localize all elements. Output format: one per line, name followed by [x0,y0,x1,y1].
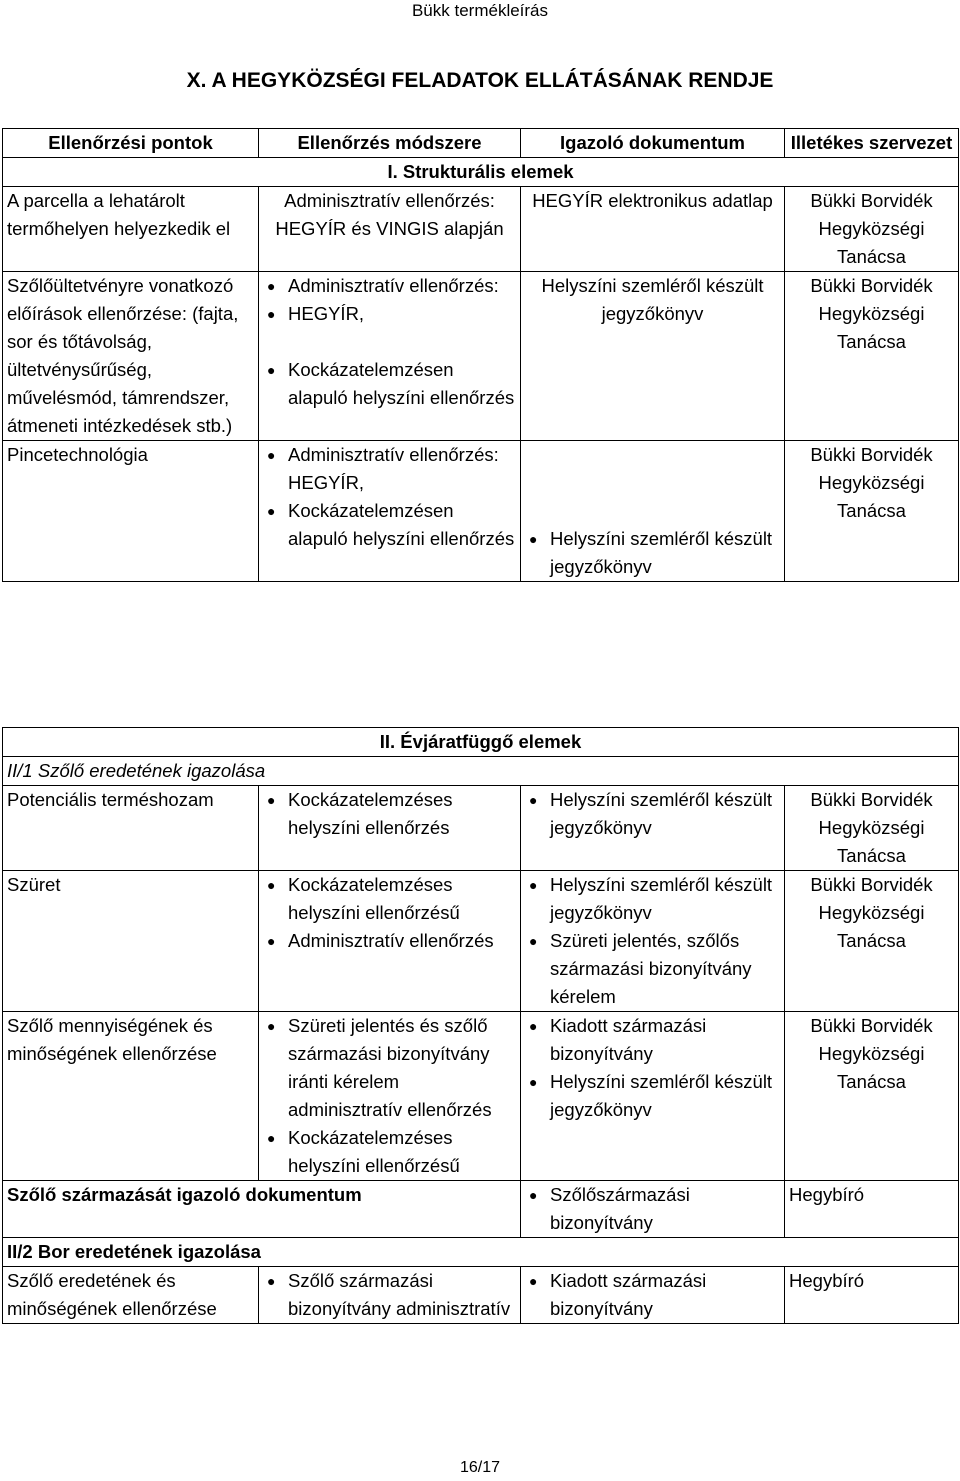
control-document: Helyszíni szemléről készült jegyzőkönyv [521,272,785,441]
table-row [3,441,959,582]
control-point: Szőlő származását igazoló dokumentum [3,1181,521,1238]
list-item: ● Kockázatelemzéses helyszíni ellenőrzés [263,786,516,842]
section-title: I. Strukturális elemek [3,158,959,187]
column-header: Illetékes szervezet [785,129,959,158]
column-header: Ellenőrzési pontok [3,129,259,158]
list-item: ● Kockázatelemzéses helyszíni ellenőrzésű [263,871,516,927]
list-item: ● Szőlőszármazási bizonyítvány [525,1181,780,1237]
list-item: ● Kiadott származási bizonyítvány [525,1012,780,1068]
list-item: ● Helyszíni szemléről készült jegyzőkönyv [525,1068,780,1124]
list-item: ● HEGYÍR, [263,300,516,328]
bullet-icon: ● [267,1130,276,1146]
control-document [521,1012,785,1181]
list-item: ● Helyszíni szemléről készült jegyzőkönyv [525,786,780,842]
responsible-org: Bükki Borvidék Hegyközségi Tanácsa [785,1012,959,1181]
bullet-icon: ● [529,1187,538,1203]
bullet-icon: ● [529,933,538,949]
section-row [3,158,959,187]
bullet-icon: ● [267,306,276,322]
control-table-structural [2,128,959,582]
list-item: ● Kockázatelemzéses helyszíni ellenőrzésű [263,1124,516,1180]
page-header-title: Bükk termékleírás [411,1,549,20]
responsible-org: Bükki Borvidék Hegyközségi Tanácsa [785,871,959,1012]
control-method [259,272,521,441]
control-document [521,871,785,1012]
subsection-row [3,1238,959,1267]
section-row [3,728,959,757]
list-item: ● Helyszíni szemléről készült jegyzőkönyv [525,525,780,581]
control-method [259,1267,521,1324]
table-row [3,272,959,441]
control-point: Szőlőültetvényre vonatkozó előírások ellenőrzése: (fajta, sor és tőtávolság, ültetvénysűrűség, művelésmód, támrendszer, átmeneti intézkedések stb.) [3,272,259,441]
bullet-icon: ● [267,877,276,893]
bullet-icon: ● [529,1273,538,1289]
control-table-vintage [2,727,959,1324]
responsible-org: Hegybíró [785,1181,959,1238]
responsible-org: Bükki Borvidék Hegyközségi Tanácsa [785,187,959,272]
control-method [259,1012,521,1181]
page-title: X. A HEGYKÖZSÉGI FELADATOK ELLÁTÁSÁNAK RENDJE [186,69,774,92]
control-point: Potenciális terméshozam [3,786,259,871]
bullet-icon: ● [529,531,538,547]
control-method: Adminisztratív ellenőrzés: HEGYÍR és VINGIS alapján [259,187,521,272]
subsection-title: II/1 Szőlő eredetének igazolása [3,757,959,786]
bullet-icon: ● [267,278,276,294]
bullet-icon: ● [267,447,276,463]
bullet-icon: ● [529,792,538,808]
table-row [3,786,959,871]
table-row [3,1181,959,1238]
table-header-row [3,129,959,158]
page-number: 16/17 [459,1459,501,1476]
bullet-icon: ● [267,503,276,519]
control-document [521,1267,785,1324]
table-row [3,871,959,1012]
control-point: Szőlő mennyiségének és minőségének ellenőrzése [3,1012,259,1181]
responsible-org: Hegybíró [785,1267,959,1324]
bullet-icon: ● [267,933,276,949]
list-item: ● Szőlő származási bizonyítvány adminisztratív [263,1267,516,1323]
list-item: ● Szüreti jelentés, szőlős származási bizonyítvány kérelem [525,927,780,1011]
bullet-icon: ● [267,792,276,808]
control-method [259,871,521,1012]
control-point: Szüret [3,871,259,1012]
list-item: ● Adminisztratív ellenőrzés [263,927,516,955]
list-item: ● Kockázatelemzésen alapuló helyszíni ellenőrzés [263,356,516,412]
table-row [3,187,959,272]
table-row [3,1012,959,1181]
column-header: Igazoló dokumentum [521,129,785,158]
control-point: Szőlő eredetének és minőségének ellenőrzése [3,1267,259,1324]
control-point: A parcella a lehatárolt termőhelyen helyezkedik el [3,187,259,272]
list-item: ● Adminisztratív ellenőrzés: [263,272,516,300]
list-item: ● Helyszíni szemléről készült jegyzőkönyv [525,871,780,927]
column-header: Ellenőrzés módszere [259,129,521,158]
list-item: ● Adminisztratív ellenőrzés: HEGYÍR, [263,441,516,497]
bullet-icon: ● [267,362,276,378]
list-item: ● Kiadott származási bizonyítvány [525,1267,780,1323]
bullet-icon: ● [267,1018,276,1034]
bullet-icon: ● [529,1018,538,1034]
list-item: ● Szüreti jelentés és szőlő származási bizonyítvány iránti kérelem adminisztratív ellenőrzés [263,1012,516,1124]
control-document [521,441,785,582]
list-item: ● Kockázatelemzésen alapuló helyszíni ellenőrzés [263,497,516,553]
control-document [521,1181,785,1238]
subsection-title: II/2 Bor eredetének igazolása [3,1238,959,1267]
bullet-icon: ● [267,1273,276,1289]
control-method [259,786,521,871]
responsible-org: Bükki Borvidék Hegyközségi Tanácsa [785,786,959,871]
control-document [521,786,785,871]
control-point: Pincetechnológia [3,441,259,582]
bullet-icon: ● [529,877,538,893]
section-title: II. Évjáratfüggő elemek [3,728,959,757]
table-row [3,1267,959,1324]
control-method [259,441,521,582]
responsible-org: Bükki Borvidék Hegyközségi Tanácsa [785,441,959,582]
responsible-org: Bükki Borvidék Hegyközségi Tanácsa [785,272,959,441]
bullet-icon: ● [529,1074,538,1090]
subsection-row [3,757,959,786]
control-document: HEGYÍR elektronikus adatlap [521,187,785,272]
